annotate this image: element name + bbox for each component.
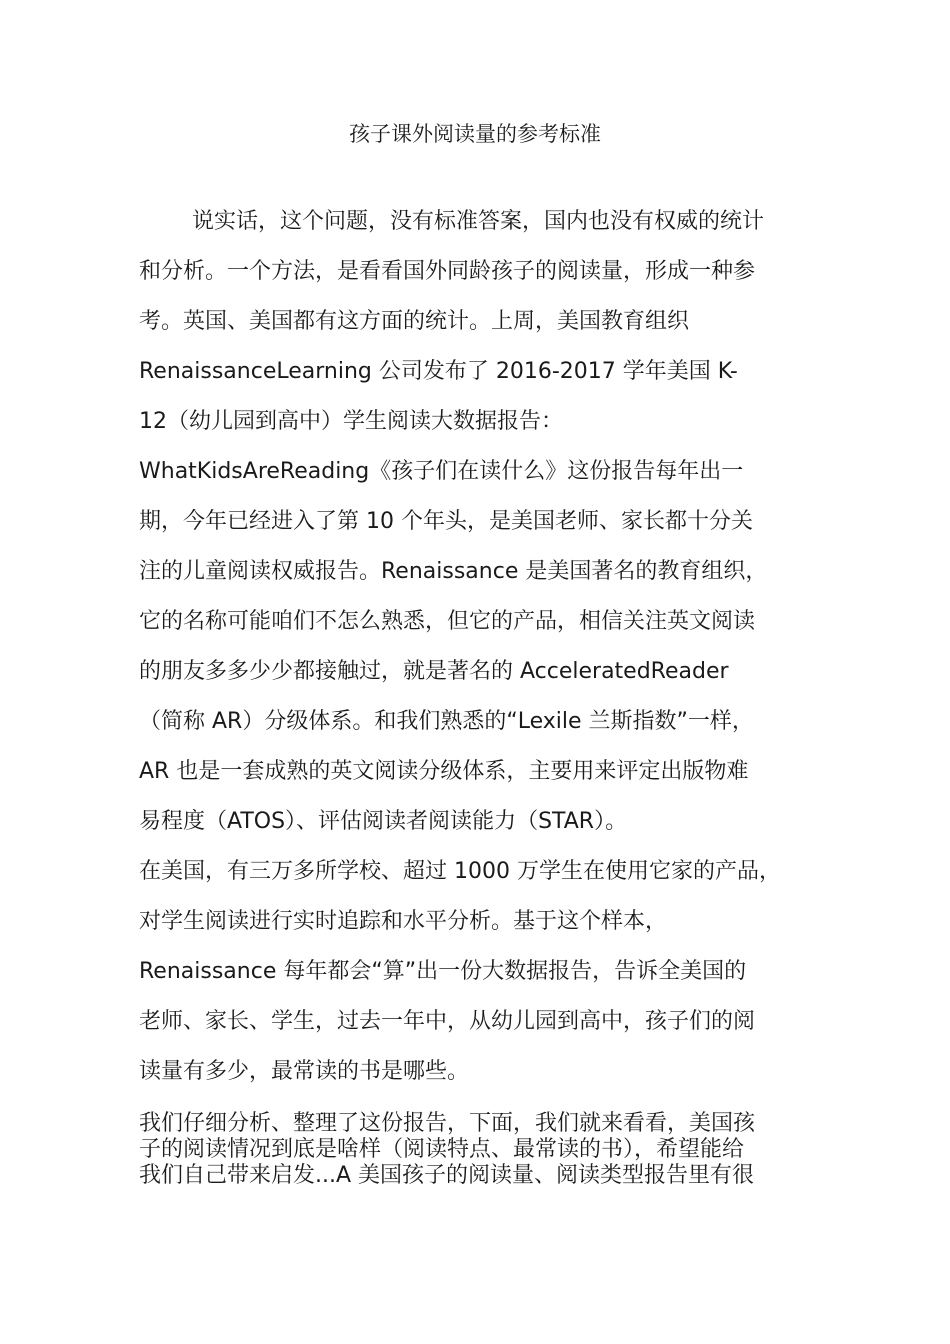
- paragraph-line: 对学生阅读进行实时追踪和水平分析。基于这个样本，: [139, 909, 668, 934]
- paragraph-line: 注的儿童阅读权威报告。Renaissance 是美国著名的教育组织，: [139, 559, 768, 584]
- paragraph-line: （简称 AR）分级体系。和我们熟悉的“Lexile 兰斯指数”一样，: [139, 709, 754, 734]
- paragraph-line: 我们自己带来启发...A 美国孩子的阅读量、阅读类型报告里有很: [139, 1163, 755, 1188]
- paragraph-line: 考。英国、美国都有这方面的统计。上周，美国教育组织: [139, 309, 690, 334]
- paragraph-line: 子的阅读情况到底是啥样（阅读特点、最常读的书），希望能给: [139, 1137, 745, 1162]
- paragraph-line: 老师、家长、学生，过去一年中，从幼儿园到高中，孩子们的阅: [139, 1009, 756, 1034]
- paragraph-line: 和分析。一个方法，是看看国外同龄孩子的阅读量，形成一种参: [139, 259, 756, 284]
- paragraph-line: Renaissance 每年都会“算”出一份大数据报告，告诉全美国的: [139, 959, 747, 984]
- paragraph-line: 期，今年已经进入了第 10 个年头，是美国老师、家长都十分关: [139, 509, 753, 534]
- paragraph-line: AR 也是一套成熟的英文阅读分级体系，主要用来评定出版物难: [139, 759, 749, 784]
- paragraph-line: 的朋友多多少少都接触过，就是著名的 AcceleratedReader: [139, 659, 729, 684]
- paragraph-line: 易程度（ATOS）、评估阅读者阅读能力（STAR）。: [139, 809, 628, 834]
- paragraph-line: 读量有多少，最常读的书是哪些。: [139, 1059, 470, 1084]
- paragraph-line: RenaissanceLearning 公司发布了 2016-2017 学年美国 K-: [139, 359, 738, 384]
- paragraph-line: 在美国，有三万多所学校、超过 1000 万学生在使用它家的产品，: [139, 859, 781, 884]
- document-title: 孩子课外阅读量的参考标准: [349, 122, 601, 146]
- paragraph-line: 12（幼儿园到高中）学生阅读大数据报告：: [139, 409, 563, 434]
- paragraph-line: 我们仔细分析、整理了这份报告，下面，我们就来看看，美国孩: [139, 1111, 756, 1136]
- paragraph-line: 说实话，这个问题，没有标准答案，国内也没有权威的统计: [192, 209, 765, 234]
- paragraph-line: 它的名称可能咱们不怎么熟悉，但它的产品，相信关注英文阅读: [139, 609, 756, 634]
- paragraph-line: WhatKidsAreReading《孩子们在读什么》这份报告每年出一: [139, 459, 744, 484]
